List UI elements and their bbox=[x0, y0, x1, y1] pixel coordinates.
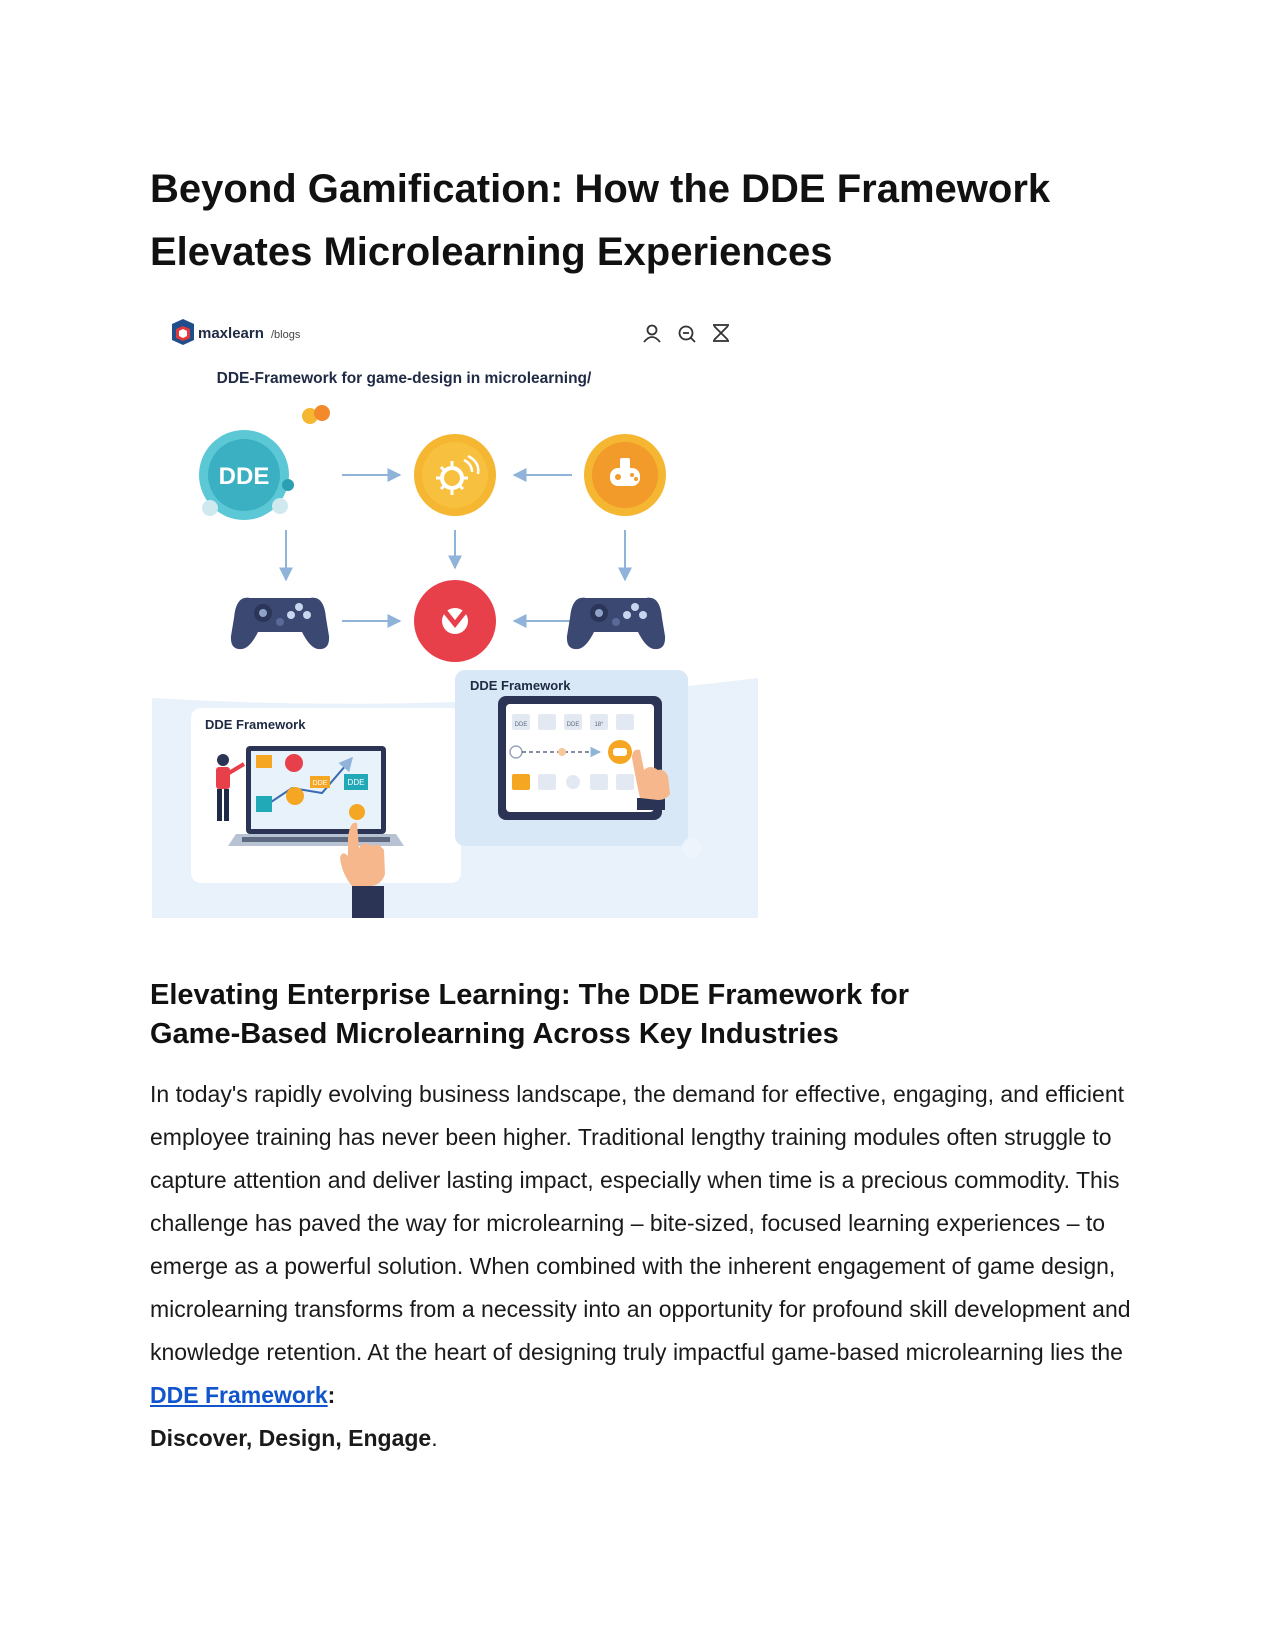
laptop-tag-b: DDE bbox=[347, 778, 365, 787]
tablet-tile-a: DDE bbox=[514, 722, 528, 728]
tablet-card bbox=[455, 670, 702, 858]
tablet-tile-c: 18° bbox=[594, 722, 604, 728]
dde-framework-link[interactable]: DDE Framework bbox=[150, 1382, 328, 1408]
title-line-2: Elevates Microlearning Experiences bbox=[150, 230, 833, 274]
intro-paragraph-text: In today's rapidly evolving business landscape, the demand for effective, engaging, and efficient employee training has never been higher. Traditional lengthy training modules often struggle to capture attention and deliver lasting impact, especially when time is a precious commodity. This challenge has paved the way for microlearning – bite-sized, focused learning experiences – to emerge as a powerful solution. When combined with the inherent engagement of game design, microlearning transforms from a necessity into an opportunity for profound skill development and knowledge retention. At the heart of designing truly impactful game-based microlearning lies the bbox=[150, 1081, 1131, 1365]
brand-name: maxlearn bbox=[198, 325, 264, 342]
maxlearn-logo bbox=[172, 319, 194, 345]
link-colon: : bbox=[327, 1382, 336, 1408]
brand-suffix: /blogs bbox=[271, 329, 301, 341]
user-icon[interactable] bbox=[644, 326, 660, 343]
card-right-title: DDE Framework bbox=[470, 678, 571, 693]
title-line-1: Beyond Gamification: How the DDE Framework bbox=[150, 167, 1051, 211]
card-left-title: DDE Framework bbox=[205, 717, 306, 732]
check-icon bbox=[414, 580, 496, 662]
diagram-title: DDE-Framework for game-design in microlearning/ bbox=[216, 370, 592, 387]
closing-period: . bbox=[431, 1425, 438, 1451]
section-heading-line-2: Game-Based Microlearning Across Key Industries bbox=[150, 1018, 839, 1050]
controller-icon bbox=[231, 598, 329, 649]
discover-design-engage: Discover, Design, Engage bbox=[150, 1425, 432, 1451]
laptop-tag-a: DDE bbox=[312, 780, 328, 787]
gamepad-icon bbox=[584, 434, 666, 516]
laptop-card bbox=[191, 708, 461, 883]
gear-burst-icon bbox=[414, 434, 496, 516]
intro-paragraph bbox=[150, 1073, 1135, 1460]
document-title bbox=[150, 158, 1140, 284]
close-icon[interactable] bbox=[713, 325, 729, 341]
tablet-tile-b: DDE bbox=[566, 722, 580, 728]
controller-icon bbox=[567, 598, 665, 649]
dde-node-label: DDE bbox=[218, 463, 270, 490]
section-heading-line-1: Elevating Enterprise Learning: The DDE Framework for bbox=[150, 979, 909, 1011]
dde-node bbox=[199, 405, 330, 520]
zoom-out-icon[interactable] bbox=[680, 327, 696, 343]
section-heading bbox=[150, 976, 1140, 1054]
dde-framework-figure bbox=[152, 318, 758, 918]
